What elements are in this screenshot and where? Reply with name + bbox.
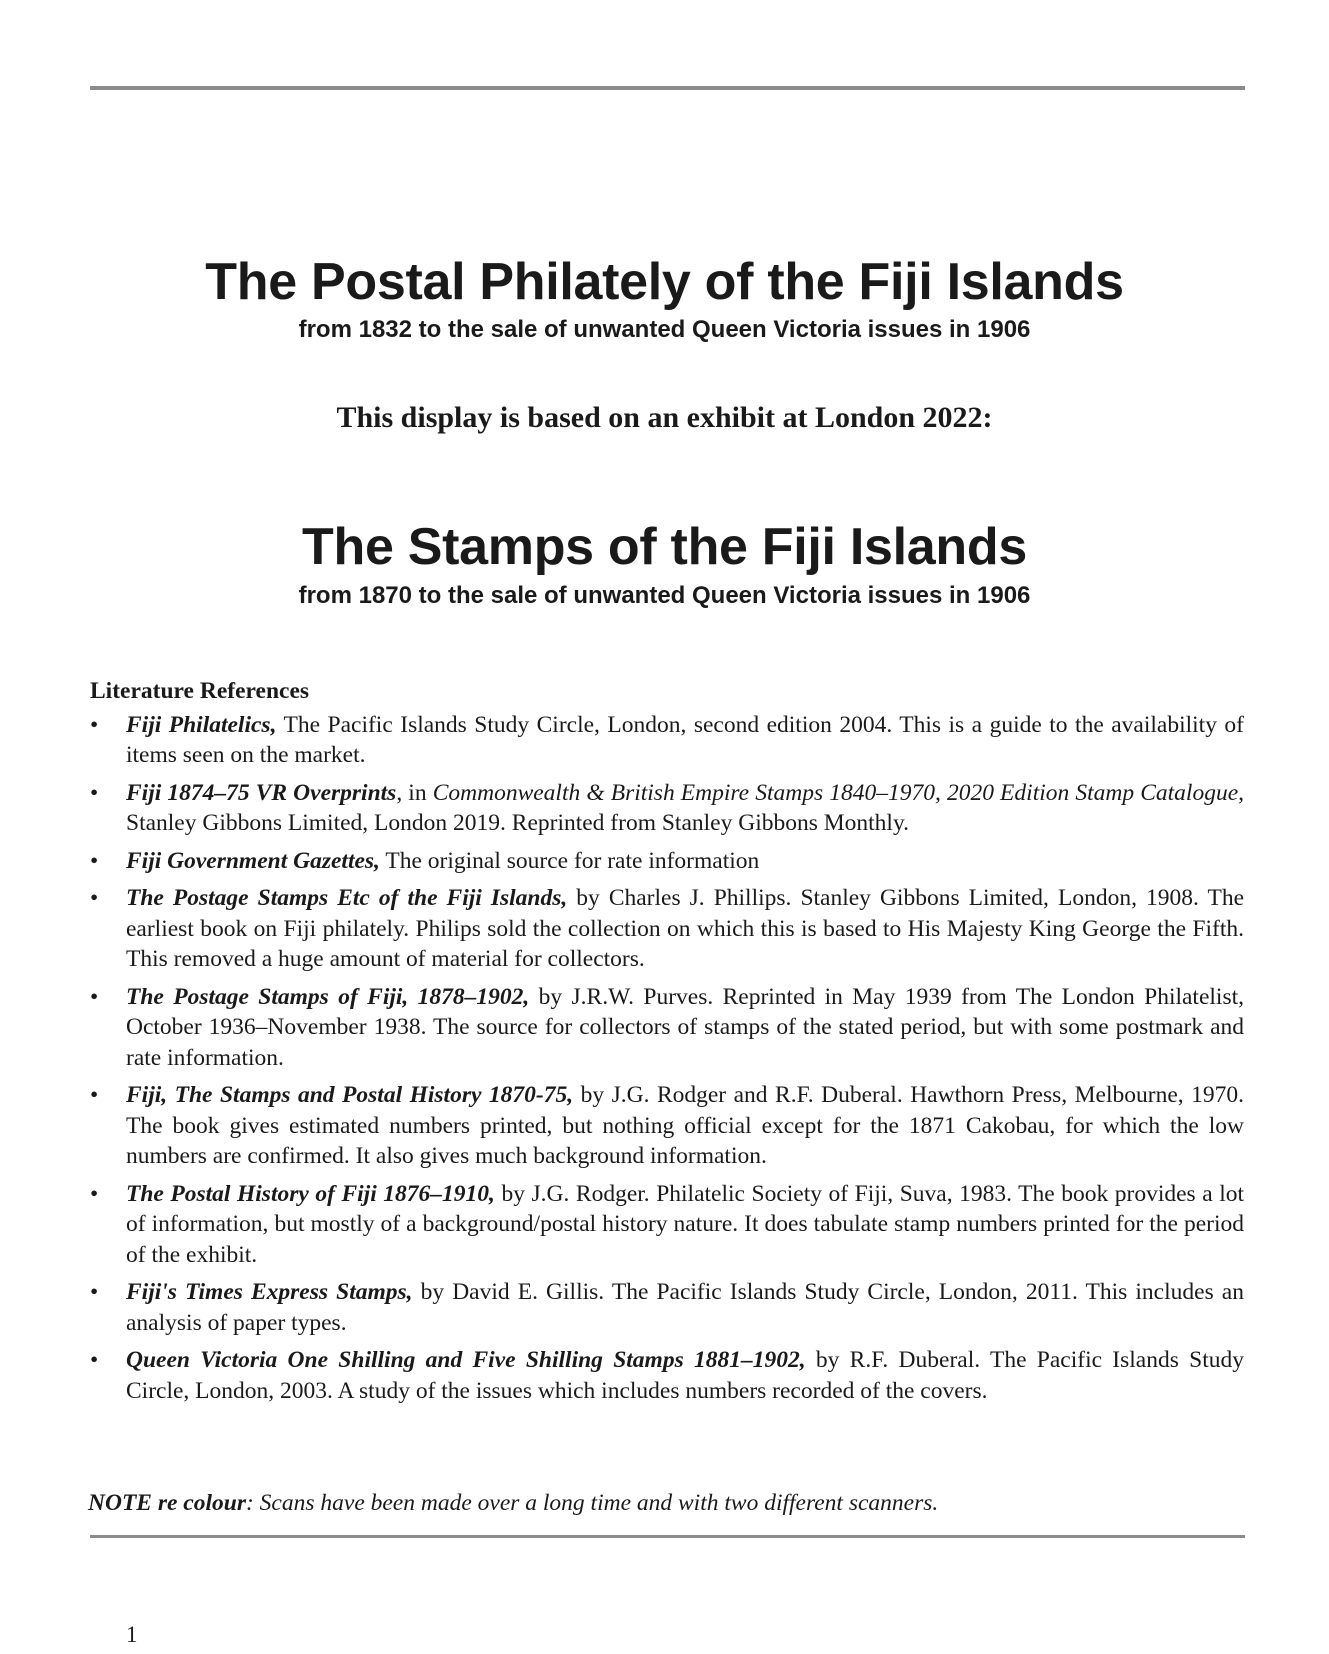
bullet-icon: •: [90, 779, 99, 806]
reference-item: [90, 1277, 1244, 1338]
bottom-rule: [90, 1535, 1245, 1538]
reference-item: [90, 982, 1244, 1074]
reference-item: [90, 846, 1244, 877]
reference-item: [90, 778, 1244, 839]
reference-title: Fiji Philatelics,: [126, 711, 277, 738]
reference-item: [90, 1179, 1244, 1271]
reference-text: The Pacific Islands Study Circle, London, second edition 2004. This is a guide to the availability of items seen on the market.: [126, 711, 1244, 768]
page-title: The Postal Philately of the Fiji Islands: [205, 253, 1124, 311]
bullet-icon: •: [90, 983, 99, 1010]
bullet-icon: •: [90, 1347, 99, 1373]
bullet-icon: •: [90, 1180, 99, 1207]
references-list: [90, 710, 1244, 1407]
reference-title: Fiji 1874–75 VR Overprints: [126, 779, 397, 806]
reference-title: The Postage Stamps Etc of the Fiji Islands,: [126, 885, 568, 911]
reference-title: Queen Victoria One Shilling and Five Shilling Stamps 1881–1902,: [126, 1347, 806, 1373]
reference-title: Fiji, The Stamps and Postal History 1870-75,: [126, 1082, 574, 1108]
reference-item: [90, 1080, 1244, 1172]
colour-note: [88, 1490, 1248, 1517]
reference-connector: , in: [396, 779, 433, 806]
page-number: 1: [126, 1622, 138, 1647]
exhibit-title: The Stamps of the Fiji Islands: [302, 518, 1027, 576]
reference-text: The original source for rate information: [379, 847, 760, 874]
exhibit-note: This display is based on an exhibit at London 2022:: [336, 401, 993, 434]
reference-item: [90, 710, 1244, 771]
reference-title: The Postage Stamps of Fiji, 1878–1902,: [126, 983, 530, 1010]
reference-text: by R.F. Duberal. The Pacific Islands Study Circle, London, 2003. A study of the issues which includes numbers recorded of the covers.: [126, 1347, 1245, 1404]
page-subtitle: from 1832 to the sale of unwanted Queen Victoria issues in 1906: [298, 316, 1031, 343]
references-heading: Literature References: [90, 678, 310, 704]
bullet-icon: •: [90, 711, 99, 738]
bullet-icon: •: [90, 1082, 99, 1108]
note-text: : Scans have been made over a long time and with two different scanners.: [245, 1490, 939, 1516]
reference-title: Fiji Government Gazettes,: [126, 847, 380, 874]
reference-text: by J.R.W. Purves. Reprinted in May 1939 from The London Philatelist, October 1936–November 1938. The source for collectors of stamps of the stated period, but with some postmark and rate information.: [126, 983, 1244, 1071]
reference-title: Fiji's Times Express Stamps,: [126, 1279, 413, 1305]
bullet-icon: •: [90, 885, 99, 911]
bullet-icon: •: [90, 1279, 99, 1305]
reference-text: by J.G. Rodger. Philatelic Society of Fiji, Suva, 1983. The book provides a lot of information, but mostly of a background/postal history nature. It does tabulate stamp numbers printed for the period of the exhibit.: [126, 1180, 1245, 1268]
reference-work: Commonwealth & British Empire Stamps 1840–1970, 2020 Edition Stamp Catalogue,: [432, 779, 1244, 806]
reference-text: by David E. Gillis. The Pacific Islands Study Circle, London, 2011. This includes an analysis of paper types.: [126, 1279, 1244, 1336]
reference-text: by J.G. Rodger and R.F. Duberal. Hawthorn Press, Melbourne, 1970. The book gives estimated numbers printed, but nothing official except for the 1871 Cakobau, for which the low numbers are confirmed. It also gives much background information.: [126, 1082, 1245, 1169]
reference-text: by Charles J. Phillips. Stanley Gibbons Limited, London, 1908. The earliest book on Fiji philately. Philips sold the collection on which this is based to His Majesty King George the Fifth. This removed a huge amount of material for collectors.: [126, 885, 1244, 972]
top-rule: [90, 86, 1245, 90]
reference-item: [90, 883, 1244, 975]
literature-references: [90, 676, 1244, 1413]
note-label: NOTE re colour: [88, 1490, 246, 1516]
reference-text: Stanley Gibbons Limited, London 2019. Reprinted from Stanley Gibbons Monthly.: [126, 810, 910, 836]
reference-title: The Postal History of Fiji 1876–1910,: [126, 1180, 495, 1207]
exhibit-subtitle: from 1870 to the sale of unwanted Queen Victoria issues in 1906: [298, 582, 1031, 609]
bullet-icon: •: [90, 847, 99, 874]
reference-item: [90, 1345, 1244, 1406]
